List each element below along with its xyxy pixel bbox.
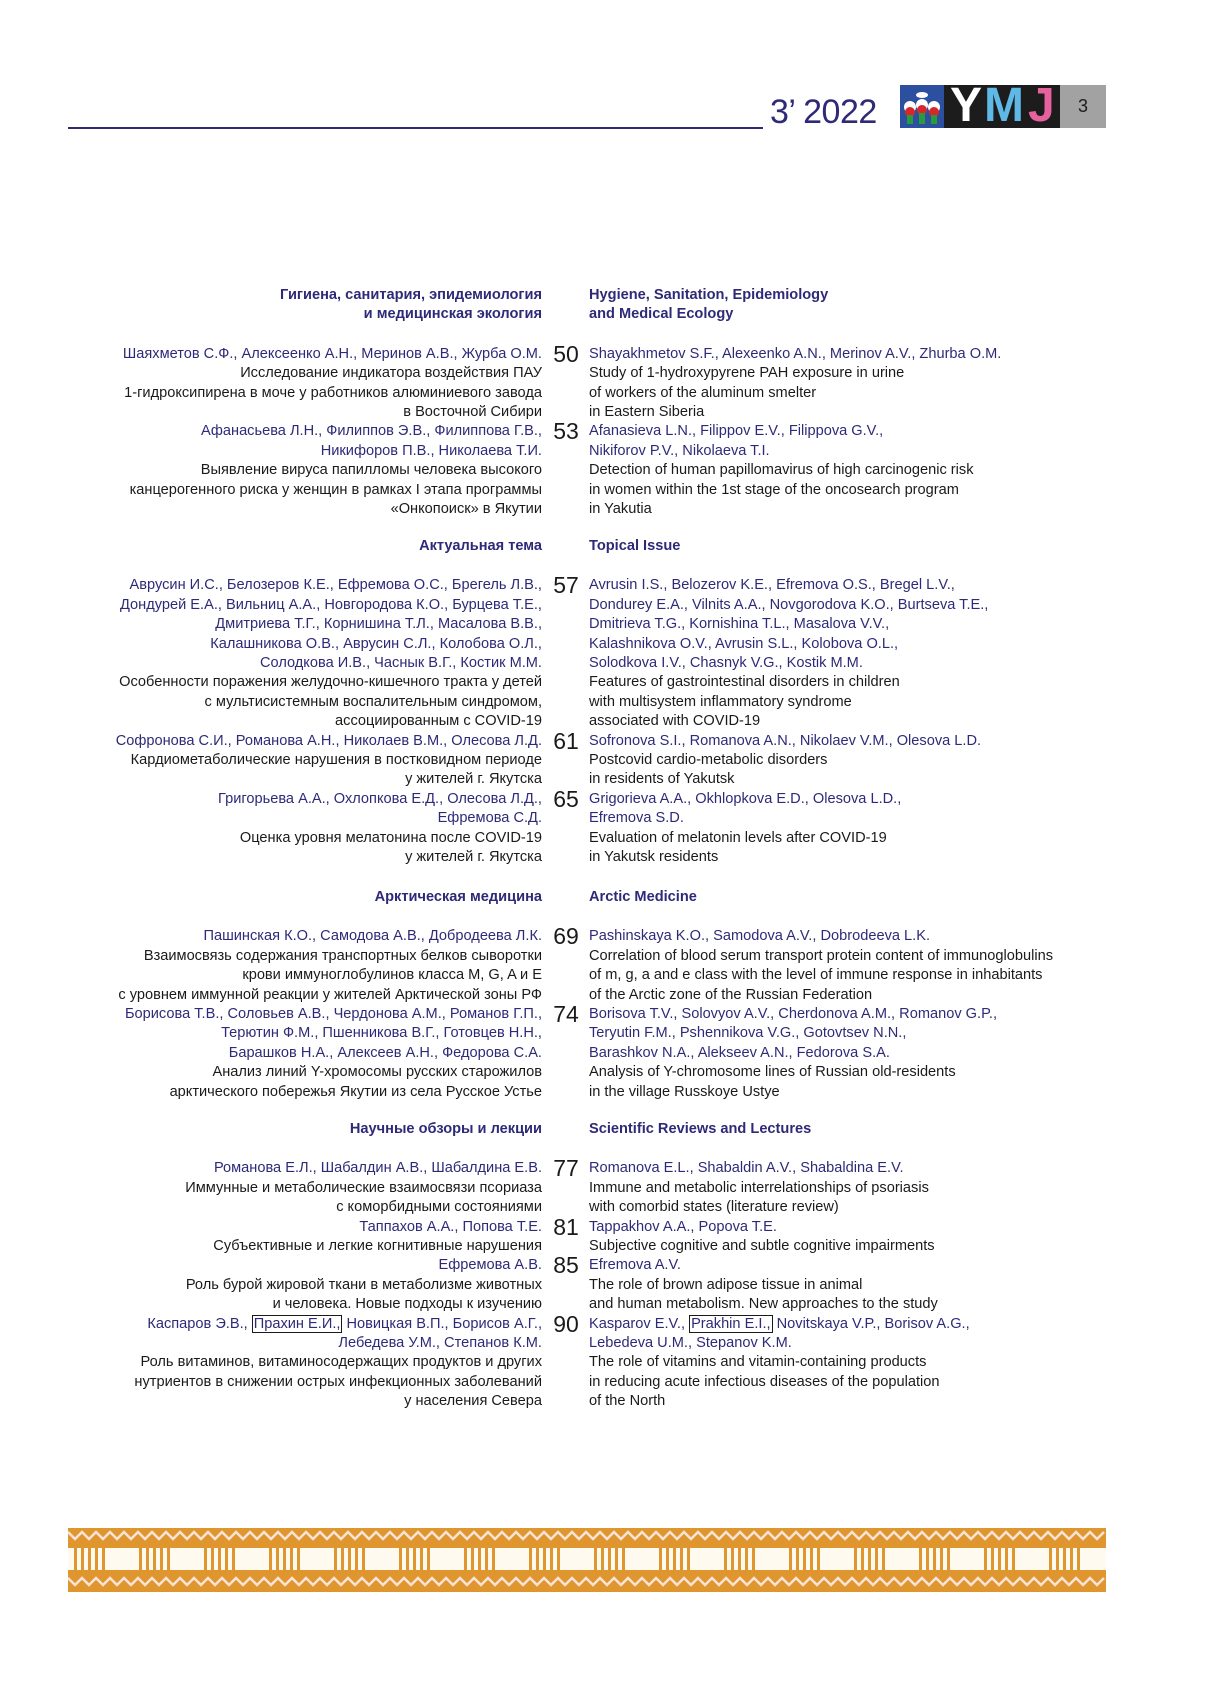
- article-title-line-en: of the North: [589, 1393, 666, 1410]
- section-title-en-line: Topical Issue: [589, 538, 681, 554]
- section-heading-ru: [60, 888, 542, 907]
- article-entry-en: [589, 1005, 1109, 1102]
- article-entry-ru: [60, 422, 542, 519]
- section-title-en-line: Arctic Medicine: [589, 889, 697, 905]
- emblem-icon: [900, 85, 944, 128]
- article-entry-en: [589, 790, 1109, 868]
- article-title-line-en: Correlation of blood serum transport protein content of immunoglobulins: [589, 947, 1054, 964]
- author-line-ru: Солодкова И.В., Часнык В.Г., Костик М.М.: [259, 654, 542, 671]
- author-line-en: Dmitrieva T.G., Kornishina T.L., Masalova V.V.,: [589, 616, 890, 633]
- article-title-line-en: with multisystem inflammatory syndrome: [589, 693, 852, 710]
- article-title-line-ru: Кардиометаболические нарушения в постковидном периоде: [130, 751, 542, 768]
- author-line-ru: [60, 1315, 542, 1334]
- article-title-line-en: The role of vitamins and vitamin-containing products: [589, 1354, 927, 1371]
- article-title-line-ru: Иммунные и метаболические взаимосвязи псориаза: [185, 1179, 542, 1196]
- author-line-ru: Аврусин И.С., Белозеров К.Е., Ефремова О.С., Брегель Л.В.,: [129, 577, 542, 594]
- article-title-line-en: Analysis of Y-chromosome lines of Russian old-residents: [589, 1064, 956, 1081]
- article-title-line-en: Study of 1-hydroxypyrene PAH exposure in urine: [589, 365, 905, 382]
- section-title-en-line: and Medical Ecology: [589, 306, 734, 323]
- article-page-number[interactable]: 53: [553, 418, 579, 445]
- article-entry-ru: [60, 345, 542, 423]
- article-title-line-ru: «Онкопоиск» в Якутии: [390, 500, 542, 517]
- article-title-line-ru: арктического побережья Якутии из села Русское Устье: [169, 1083, 542, 1100]
- author-line-en: Barashkov N.A., Alekseev A.N., Fedorova S.A.: [589, 1044, 890, 1061]
- article-page-number[interactable]: 77: [553, 1155, 579, 1182]
- author-line-ru: Ефремова С.Д.: [437, 810, 542, 827]
- article-title-line-en: Evaluation of melatonin levels after COVID-19: [589, 829, 887, 846]
- article-entry-ru: [60, 1256, 542, 1314]
- author-line-en: Avrusin I.S., Belozerov K.E., Efremova O.S., Bregel L.V.,: [589, 577, 955, 594]
- article-entry-en: [589, 927, 1109, 1005]
- section-heading-ru: [60, 1120, 542, 1139]
- article-page-number[interactable]: 74: [553, 1000, 579, 1027]
- article-title-line-ru: Роль бурой жировой ткани в метаболизме животных: [185, 1276, 542, 1293]
- decorative-ornament-border: [68, 1528, 1106, 1592]
- article-entry-en: [589, 422, 1109, 519]
- article-title-line-en: with comorbid states (literature review): [589, 1199, 839, 1216]
- author-line-ru: Барашков Н.А., Алексеев А.Н., Федорова С.А.: [228, 1044, 542, 1061]
- article-title-line-en: of m, g, a and e class with the level of immune response in inhabitants: [589, 967, 1043, 984]
- article-title-line-ru: Субъективные и легкие когнитивные нарушения: [213, 1237, 542, 1254]
- article-title-line-en: The role of brown adipose tissue in animal: [589, 1276, 863, 1293]
- article-entry-ru: [60, 576, 542, 731]
- article-entry-en: [589, 1218, 1109, 1257]
- article-entry-ru: [60, 927, 542, 1005]
- article-page-number[interactable]: 90: [553, 1310, 579, 1337]
- article-title-line-ru: с мультисистемным воспалительным синдромом,: [204, 693, 542, 710]
- article-title-line-ru: у жителей г. Якутска: [405, 771, 542, 788]
- author-line-ru: Дондурей Е.А., Вильниц А.А., Новгородова К.О., Бурцева Т.Е.,: [120, 596, 542, 613]
- article-page-number[interactable]: 81: [553, 1213, 579, 1240]
- article-title-line-en: of the Arctic zone of the Russian Federation: [589, 986, 873, 1003]
- article-entry-ru: [60, 1315, 542, 1412]
- article-page-number[interactable]: 69: [553, 923, 579, 950]
- article-page-number[interactable]: 57: [553, 572, 579, 599]
- article-title-line-en: Postcovid cardio-metabolic disorders: [589, 751, 828, 768]
- article-title-line-ru: Особенности поражения желудочно-кишечного тракта у детей: [119, 674, 542, 691]
- article-title-line-ru: в Восточной Сибири: [403, 403, 542, 420]
- article-entry-en: [589, 1159, 1109, 1217]
- section-heading-en: [589, 1120, 1109, 1139]
- article-title-line-en: in the village Russkoye Ustye: [589, 1083, 780, 1100]
- author-line-en: Kalashnikova O.V., Avrusin S.L., Kolobova O.L.,: [589, 635, 899, 652]
- article-entry-ru: [60, 790, 542, 868]
- article-title-line-ru: Анализ линий Y-хромосомы русских старожилов: [212, 1064, 542, 1081]
- article-entry-en: [589, 732, 1109, 790]
- article-title-line-en: Immune and metabolic interrelationships of psoriasis: [589, 1179, 929, 1196]
- author-line-ru: Никифоров П.В., Николаева Т.И.: [320, 442, 542, 459]
- author-text: Каспаров Э.В.,: [147, 1315, 252, 1332]
- issue-number: 3’ 2022: [770, 93, 877, 131]
- highlighted-author: Prakhin E.I.,: [691, 1315, 771, 1332]
- logo-letter-m: M: [984, 85, 1024, 128]
- article-title-line-ru: 1-гидроксипирена в моче у работников алюминиевого завода: [124, 384, 542, 401]
- section-title-ru-line: и медицинская экология: [363, 306, 542, 323]
- article-entry-en: [589, 576, 1109, 731]
- author-line-ru: Шаяхметов С.Ф., Алексеенко А.Н., Меринов А.В., Журба О.М.: [122, 345, 542, 362]
- section-title-en-line: Scientific Reviews and Lectures: [589, 1121, 812, 1137]
- article-entry-en: [589, 1315, 1109, 1412]
- article-title-line-en: in reducing acute infectious diseases of the population: [589, 1373, 940, 1390]
- article-title-line-ru: Взаимосвязь содержания транспортных белков сыворотки: [143, 947, 542, 964]
- author-line-ru: Таппахов А.А., Попова Т.Е.: [359, 1218, 542, 1235]
- author-line-en: Teryutin F.M., Pshennikova V.G., Gotovtsev N.N.,: [589, 1025, 907, 1042]
- author-line-ru: Терютин Ф.М., Пшенникова В.Г., Готовцев Н.Н.,: [221, 1025, 542, 1042]
- author-text: Новицкая В.П., Борисов А.Г.,: [342, 1315, 542, 1332]
- logo-letter-j: J: [1028, 85, 1055, 128]
- article-title-line-ru: у жителей г. Якутска: [405, 848, 542, 865]
- article-title-line-ru: ассоциированным с COVID-19: [335, 713, 542, 730]
- article-title-line-en: Subjective cognitive and subtle cognitive impairments: [589, 1237, 935, 1254]
- article-page-number[interactable]: 65: [553, 785, 579, 812]
- highlighted-author: Прахин Е.И.,: [253, 1315, 341, 1332]
- author-line-en: Shayakhmetov S.F., Alexeenko A.N., Merinov A.V., Zhurba O.M.: [589, 345, 1002, 362]
- author-line-en: Pashinskaya K.O., Samodova A.V., Dobrodeeva L.K.: [589, 928, 930, 945]
- article-page-number[interactable]: 61: [553, 727, 579, 754]
- author-line-en: Borisova T.V., Solovyov A.V., Cherdonova A.M., Romanov G.P.,: [589, 1005, 998, 1022]
- article-page-number[interactable]: 85: [553, 1252, 579, 1279]
- article-page-number[interactable]: 50: [553, 340, 579, 367]
- article-title-line-ru: крови иммуноглобулинов класса M, G, A и E: [242, 967, 542, 984]
- author-line-en: Nikiforov P.V., Nikolaeva T.I.: [589, 442, 770, 459]
- section-heading-en: [589, 888, 1109, 907]
- author-line-ru: Лебедева У.М., Степанов К.М.: [338, 1334, 542, 1351]
- article-title-line-ru: с уровнем иммунной реакции у жителей Арктической зоны РФ: [118, 986, 542, 1003]
- author-text: Kasparov E.V.,: [589, 1315, 690, 1332]
- author-line-ru: Дмитриева Т.Г., Корнишина Т.Л., Масалова В.В.,: [215, 616, 542, 633]
- author-line-en: Afanasieva L.N., Filippov E.V., Filippova G.V.,: [589, 423, 884, 440]
- section-title-ru-line: Гигиена, санитария, эпидемиология: [280, 287, 542, 303]
- article-entry-ru: [60, 732, 542, 790]
- author-line-ru: Ефремова А.В.: [438, 1257, 542, 1274]
- section-heading-en: [589, 286, 1109, 325]
- author-line-ru: Пашинская К.О., Самодова А.В., Добродеева Л.К.: [203, 928, 542, 945]
- author-line-en: Romanova E.L., Shabaldin A.V., Shabaldina E.V.: [589, 1160, 904, 1177]
- header-rule: [68, 127, 763, 129]
- author-line-en: Lebedeva U.M., Stepanov K.M.: [589, 1334, 792, 1351]
- article-title-line-en: in Yakutsk residents: [589, 848, 719, 865]
- author-line-en: Solodkova I.V., Chasnyk V.G., Kostik M.M.: [589, 654, 863, 671]
- article-title-line-en: of workers of the aluminum smelter: [589, 384, 817, 401]
- author-line-ru: Григорьева А.А., Охлопкова Е.Д., Олесова Л.Д.,: [218, 790, 542, 807]
- author-line-ru: Борисова Т.В., Соловьев А.В., Чердонова А.М., Романов Г.П.,: [124, 1005, 542, 1022]
- article-entry-en: [589, 345, 1109, 423]
- article-title-line-ru: Исследование индикатора воздействия ПАУ: [240, 365, 542, 382]
- article-title-line-en: in residents of Yakutsk: [589, 771, 735, 788]
- article-entry-ru: [60, 1159, 542, 1217]
- article-title-line-ru: Роль витаминов, витаминосодержащих продуктов и других: [140, 1354, 542, 1371]
- section-title-en-line: Hygiene, Sanitation, Epidemiology: [589, 287, 829, 303]
- page-number: 3: [1060, 85, 1106, 128]
- author-line-en: Efremova A.V.: [589, 1257, 681, 1274]
- article-title-line-ru: с коморбидными состояниями: [336, 1199, 542, 1216]
- author-line-en: Sofronova S.I., Romanova A.N., Nikolaev V.M., Olesova L.D.: [589, 732, 982, 749]
- journal-logo: [900, 85, 1060, 128]
- logo-letter-y: Y: [950, 85, 983, 128]
- section-heading-ru: [60, 286, 542, 325]
- section-heading-en: [589, 537, 1109, 556]
- article-title-line-ru: нутриентов в снижении острых инфекционных заболеваний: [134, 1373, 542, 1390]
- author-line-ru: Калашникова О.В., Аврусин С.Л., Колобова О.Л.,: [210, 635, 542, 652]
- author-line-en: Dondurey E.A., Vilnits A.A., Novgorodova K.O., Burtseva T.E.,: [589, 596, 989, 613]
- article-entry-en: [589, 1256, 1109, 1314]
- article-title-line-en: Features of gastrointestinal disorders in children: [589, 674, 900, 691]
- section-title-ru-line: Актуальная тема: [419, 538, 542, 554]
- author-text: Novitskaya V.P., Borisov A.G.,: [772, 1315, 970, 1332]
- author-line-en: [589, 1315, 1109, 1334]
- article-title-line-en: and human metabolism. New approaches to the study: [589, 1296, 938, 1313]
- article-entry-ru: [60, 1005, 542, 1102]
- article-title-line-en: associated with COVID-19: [589, 713, 761, 730]
- article-title-line-ru: Выявление вируса папилломы человека высокого: [200, 462, 542, 479]
- article-entry-ru: [60, 1218, 542, 1257]
- author-line-en: Efremova S.D.: [589, 810, 684, 827]
- section-title-ru-line: Научные обзоры и лекции: [349, 1121, 542, 1137]
- article-title-line-en: in Yakutia: [589, 500, 652, 517]
- article-title-line-ru: и человека. Новые подходы к изучению: [272, 1296, 542, 1313]
- article-title-line-ru: Оценка уровня мелатонина после COVID-19: [239, 829, 542, 846]
- article-title-line-ru: канцерогенного риска у женщин в рамках I этапа программы: [129, 481, 542, 498]
- author-line-en: Tappakhov A.A., Popova T.E.: [589, 1218, 777, 1235]
- article-title-line-en: in women within the 1st stage of the oncosearch program: [589, 481, 959, 498]
- author-line-en: Grigorieva A.A., Okhlopkova E.D., Olesova L.D.,: [589, 790, 902, 807]
- section-heading-ru: [60, 537, 542, 556]
- article-title-line-en: Detection of human papillomavirus of high carcinogenic risk: [589, 462, 974, 479]
- author-line-ru: Романова Е.Л., Шабалдин А.В., Шабалдина Е.В.: [213, 1160, 542, 1177]
- author-line-ru: Софронова С.И., Романова А.Н., Николаев В.М., Олесова Л.Д.: [115, 732, 542, 749]
- section-title-ru-line: Арктическая медицина: [374, 889, 542, 905]
- article-title-line-ru: у населения Севера: [404, 1393, 542, 1410]
- author-line-ru: Афанасьева Л.Н., Филиппов Э.В., Филиппова Г.В.,: [200, 423, 542, 440]
- article-title-line-en: in Eastern Siberia: [589, 403, 705, 420]
